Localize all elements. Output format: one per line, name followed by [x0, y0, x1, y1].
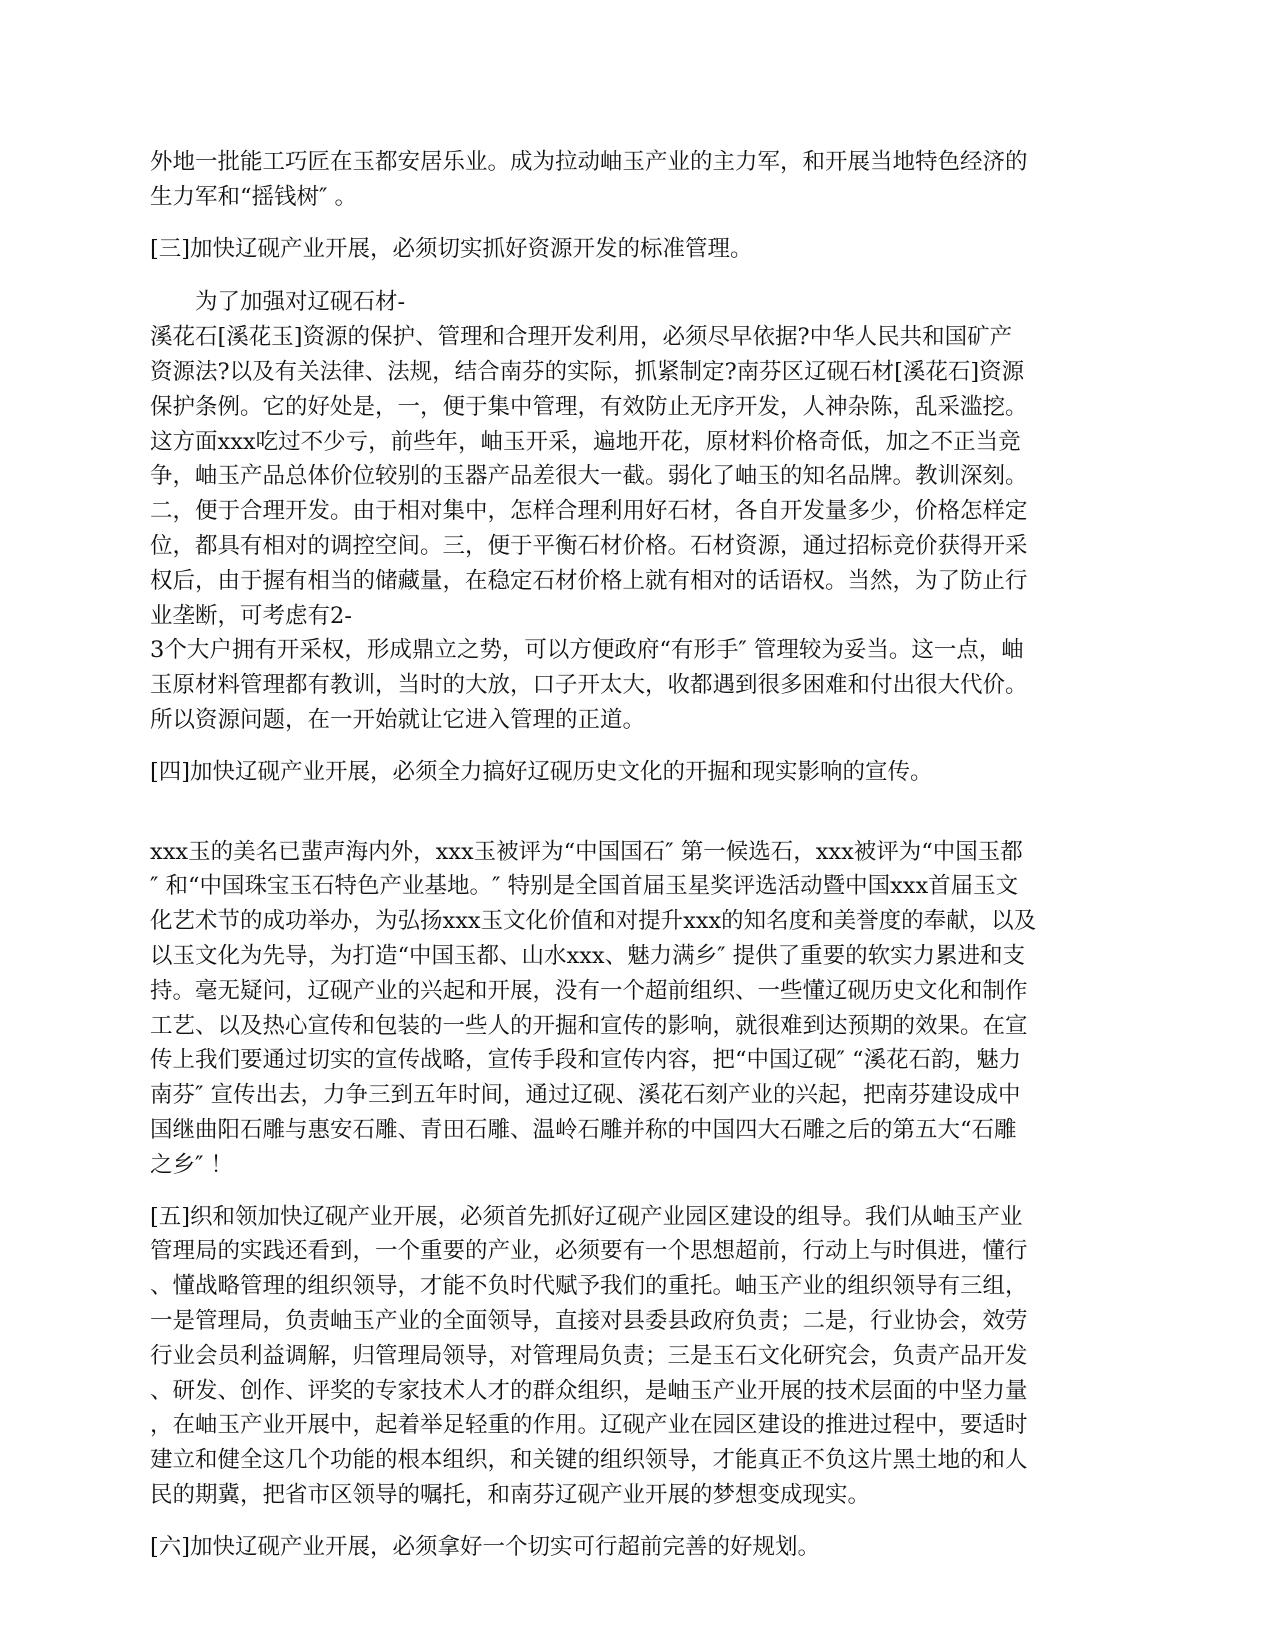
paragraph-spacer [150, 809, 1140, 835]
paragraph-culture-promotion: xxx玉的美名已蜚声海内外，xxx玉被评为“中国国石″ 第一候选石，xxx被评为“中国玉都 ″ 和“中国珠宝玉石特色产业基地。″ 特别是全国首届玉星奖评选活动暨中国xxx首届玉文 化艺术节的成功举办，为弘扬xxx玉文化价值和对提升xxx的知名度和美誉度的奉献，以及 以玉文化为先导，为打造“中国玉都、山水xxx、魅力满乡″ 提供了重要的软实力累进和支 持。毫无疑问，辽砚产业的兴起和开展，没有一个超前组织、一些懂辽砚历史文化和制作 工艺、以及热心宣传和包装的一些人的开掘和宣传的影响，就很难到达预期的效果。在宣 传上我们要通过切实的宣传战略，宣传手段和宣传内容，把“中国辽砚″ “溪花石韵，魅力 南芬″ 宣传出去，力争三到五年时间，通过辽砚、溪花石刻产业的兴起，把南芬建设成中 国继曲阳石雕与惠安石雕、青田石雕、温岭石雕并称的中国四大石雕之后的第五大“石雕 之乡″ ！ [150, 838, 1037, 1178]
section-heading-4: [四]加快辽砚产业开展，必须全力搞好辽砚历史文化的开掘和现实影响的宣传。 [150, 758, 933, 785]
document-body [150, 145, 1140, 1583]
section-heading-3: [三]加快辽砚产业开展，必须切实抓好资源开发的标准管理。 [150, 235, 753, 262]
paragraph-resource-management: 为了加强对辽砚石材- 溪花石[溪花玉]资源的保护、管理和合理开发利用，必须尽早依据?中华人民共和国矿产 资源法?以及有关法律、法规，结合南芬的实际，抓紧制定?南芬区辽砚石材[溪花石]资源 保护条例。它的好处是，一，便于集中管理，有效防止无序开发，人神杂陈，乱采滥挖。 这方面xxx吃过不少亏，前些年，岫玉开采，遍地开花，原材料价格奇低，加之不正当竞 争，岫玉产品总体价位较别的玉器产品差很大一截。弱化了岫玉的知名品牌。教训深刻。 二，便于合理开发。由于相对集中，怎样合理利用好石材，各自开发量多少，价格怎样定 位，都具有相对的调控空间。三，便于平衡石材价格。石材资源，通过招标竞价获得开采 权后，由于握有相当的储藏量，在稳定石材价格上就有相对的话语权。当然，为了防止行 业垄断，可考虑有2- 3个大户拥有开采权，形成鼎立之势，可以方便政府“有形手″ 管理较为妥当。这一点，岫 玉原材料管理都有教训，当时的大放，口子开太大，收都遇到很多困难和付出很大代价。 所以资源问题，在一开始就让它进入管理的正道。 [150, 289, 1028, 733]
paragraph-intro-continuation: 外地一批能工巧匠在玉都安居乐业。成为拉动岫玉产业的主力军，和开展当地特色经济的 生力军和“摇钱树″ 。 [150, 149, 1028, 210]
paragraph-organization-leadership: [五]织和领加快辽砚产业开展，必须首先抓好辽砚产业园区建设的组导。我们从岫玉产业 管理局的实践还看到，一个重要的产业，必须要有一个思想超前，行动上与时俱进，懂行 、懂战略管理的组织领导，才能不负时代赋予我们的重托。岫玉产业的组织领导有三组， 一是管理局，负责岫玉产业的全面领导，直接对县委县政府负责；二是，行业协会，效劳 行业会员利益调解，归管理局领导，对管理局负责；三是玉石文化研究会，负责产品开发 、研发、创作、评奖的专家技术人才的群众组织，是岫玉产业开展的技术层面的中坚力量 ，在岫玉产业开展中，起着举足轻重的作用。辽砚产业在园区建设的推进过程中，要适时 建立和健全这几个功能的根本组织，和关键的组织领导，才能真正不负这片黑土地的和人 民的期冀，把省市区领导的嘱托，和南芬辽砚产业开展的梦想变成现实。 [150, 1203, 1028, 1508]
section-heading-6: [六]加快辽砚产业开展，必须拿好一个切实可行超前完善的好规划。 [150, 1533, 821, 1560]
